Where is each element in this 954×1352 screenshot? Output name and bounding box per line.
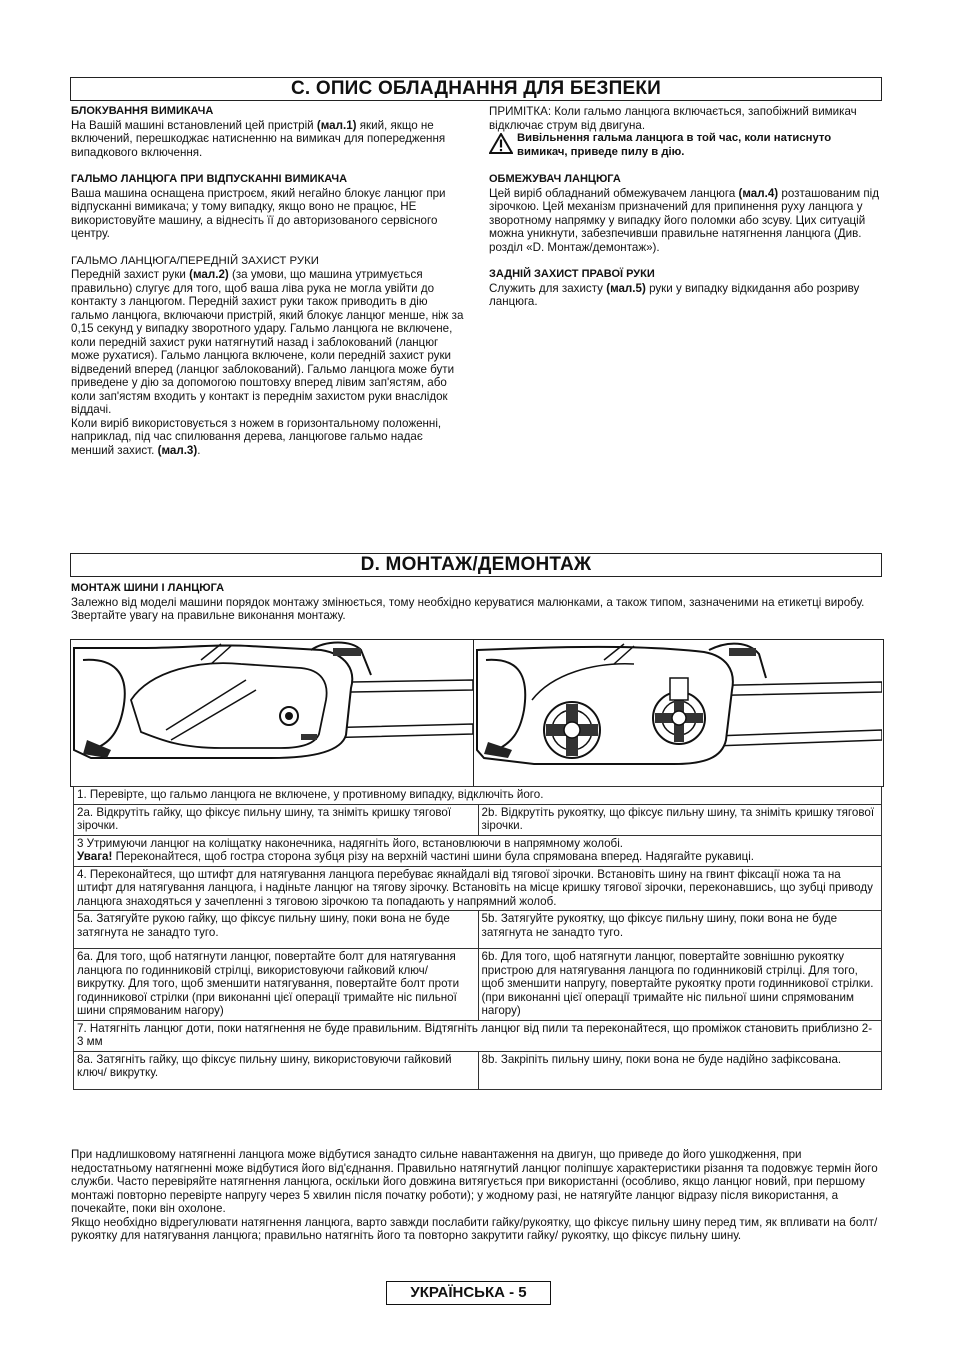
- assembly-figures: [70, 639, 884, 787]
- table-row: [74, 1020, 882, 1051]
- release-brake-heading: ГАЛЬМО ЛАНЦЮГА ПРИ ВІДПУСКАННІ ВИМИКАЧА: [71, 173, 348, 185]
- step-1: 1. Перевірте, що гальмо ланцюга не включене, у противному випадку, відключіть його.: [74, 787, 882, 805]
- step-8a: 8a. Затягніть гайку, що фіксує пильну шину, використовуючи гайковий ключ/ викрутку.: [74, 1051, 479, 1089]
- warning-block: [489, 132, 879, 159]
- tension-paragraph-1: При надлишковому натягненні ланцюга може відбутися занадто сильне навантаження на двигун, що приведе до його ушкодження, при недостатньому натягненні може відбутися його від'єднання. Правильно натягнутий ланцюг поліпшує характеристики різання та подовжує термін його служби. Часто перевіряйте натягнення ланцюга, оскільки його довжина витягується при використанні (особливо, якщо ланцюг новий, при першому монтажі повторно перевірте напругу через 5 хвилин після початку роботи); у жодному разі, не натягуйте ланцюг відразу після використання, а почекайте, поки він охолоне.: [71, 1148, 878, 1215]
- warning-text: Вивільнення гальма ланцюга в той час, коли натиснуто вимикач, приведе пилу в дію.: [517, 132, 832, 158]
- table-row: [74, 1051, 882, 1089]
- release-brake-text: Ваша машина оснащена пристроєм, який негайно блокує ланцюг при відпусканні вимикача; у тому випадку, якщо воно не працює, НЕ використовуйте машину, а віднесіть її до авторизованого сервісного центру.: [71, 186, 446, 240]
- step-5a: 5a. Затягуйте рукою гайку, що фіксує пильну шину, поки вона не буде затягнута не занадто туго.: [74, 911, 479, 949]
- mounting-intro-text: Залежно від моделі машини порядок монтажу змінюється, тому необхідно керуватися малюнками, а також типом, зазначеними на етикетці виробу. Звертайте увагу на правильне виконання монтажу.: [71, 595, 865, 622]
- table-row: [74, 787, 882, 805]
- rear-guard-text: Служить для захисту (мал.5) руки у випадку відкидання або розриву ланцюга.: [489, 281, 860, 308]
- step-7: 7. Натягніть ланцюг доти, поки натягнення не буде правильним. Відтягніть ланцюг від пили та переконайтеся, що проміжок становить приблизно 2-3 мм: [74, 1020, 882, 1051]
- fig-1-ref: (мал.1): [316, 118, 357, 132]
- table-row: [74, 804, 882, 835]
- step-4: 4. Переконайтеся, що штифт для натягування ланцюга перебуває якнайдалі від тягової зірочки. Встановіть шину на гвинт фіксації ножа та на штифт для натягування ланцюга, і надіньте ланцюг на тягову зірочку. Встановіть на місце кришку тягової зірочки, переконавшись, що зубці приводу ланцюга знаходяться у зачепленні з тяговою зірочкою та попадають у напрямний жолоб.: [74, 866, 882, 911]
- table-row: [74, 866, 882, 911]
- fig-3-ref: (мал.3): [157, 443, 198, 457]
- table-row: [74, 949, 882, 1021]
- chain-catcher-heading: ОБМЕЖУВАЧ ЛАНЦЮГА: [489, 173, 621, 185]
- chain-catcher-text: Цей виріб обладнаний обмежувачем ланцюга (мал.4) розташованим під зірочкою. Цей механізм призначений для припинення руху ланцюга у зворотному напрямку у випадку його поломки або зсуву. Цих ситуацій можна уникнути, забезпечивши правильне натягнення ланцюга (Див. розділ «D. Монтаж/демонтаж»).: [489, 186, 880, 254]
- fig-4-ref: (мал.4): [738, 186, 779, 200]
- section-c-right-column: [489, 105, 879, 309]
- chain-brake-heading: ГАЛЬМО ЛАНЦЮГА/ПЕРЕДНІЙ ЗАХИСТ РУКИ: [71, 254, 319, 267]
- switch-lock-heading: БЛОКУВАННЯ ВИМИКАЧА: [71, 105, 214, 117]
- table-row: [74, 911, 882, 949]
- tension-notes: [71, 1148, 883, 1243]
- step-5b: 5b. Затягуйте рукоятку, що фіксує пильну шину, поки вона не буде затягнута не занадто туго.: [478, 911, 882, 949]
- step-6b: 6b. Для того, щоб натягнути ланцюг, повертайте зовнішню рукоятку пристрою для натягування ланцюга по годинниковій стрілці. Для того, щоб зменшити напругу, повертайте рукоятку проти годинникової стрілки. (при виконанні цієї операції тримайте ніс пильної шини спрямованим нагору): [478, 949, 882, 1021]
- chain-brake-horizontal-text: Коли виріб використовується з ножем в горизонтальному положенні, наприклад, під час спилювання дерева, ланцюгове гальмо надає менший захист. (мал.3).: [71, 416, 442, 457]
- step-8b: 8b. Закріпіть пильну шину, поки вона не буде надійно зафіксована.: [478, 1051, 882, 1089]
- step-6a: 6a. Для того, щоб натягнути ланцюг, повертайте болт для натягування ланцюга по годинниковій стрілці, використовуючи гайковий ключ/ викрутку. Для того, щоб зменшити натягування, повертайте болт проти годинникової стрілки (при виконанні цієї операції тримайте ніс пильної шини спрямованим нагору): [74, 949, 479, 1021]
- warning-triangle-icon: [489, 133, 513, 154]
- assembly-steps-table: [73, 786, 882, 1090]
- section-c-left-column: [71, 105, 466, 457]
- rear-guard-heading: ЗАДНІЙ ЗАХИСТ ПРАВОЇ РУКИ: [489, 268, 655, 280]
- fig-2-ref: (мал.2): [189, 268, 229, 281]
- step-2a: 2a. Відкрутіть гайку, що фіксує пильну шину, та зніміть кришку тягової зірочки.: [74, 804, 479, 835]
- step-3: 3 Утримуючи ланцюг на коліщатку наконечника, надягніть його, встановлюючи в напрямному жолобі. Увага! Переконайтеся, щоб гостра сторона зубця різу на верхній частині шини була спрямована вперед. Надягайте рукавиці.: [74, 835, 882, 866]
- switch-lock-text: На Вашій машині встановлений цей пристрій (мал.1) який, якщо не включений, перешкоджає натисненню на вимикач для попередження випадкового включення.: [71, 118, 446, 159]
- figure-knob-version: [474, 640, 882, 786]
- page-footer: УКРАЇНСЬКА - 5: [386, 1281, 551, 1305]
- step-2b: 2b. Відкрутіть рукоятку, що фіксує пильну шину, та зніміть кришку тягової зірочки.: [478, 804, 882, 835]
- section-c-title: C. ОПИС ОБЛАДНАННЯ ДЛЯ БЕЗПЕКИ: [70, 77, 882, 101]
- mounting-heading: МОНТАЖ ШИНИ І ЛАНЦЮГА: [71, 582, 225, 594]
- figure-nut-version: [71, 640, 473, 786]
- note-text: ПРИМІТКА: Коли гальмо ланцюга включається, запобіжний вимикач відключає струм від двигуна.: [489, 105, 857, 132]
- tension-paragraph-2: Якщо необхідно відрегулювати натягнення ланцюга, варто завжди послабити гайку/рукоятку, що фіксує пильну шину перед тим, як впливати на болт/ рукоятку для натягування ланцюга; правильно натягніть його та повторно закрутити гайку/ рукоятку, що фіксує пильну шину.: [71, 1215, 878, 1242]
- chain-brake-text: Передній захист руки (мал.2) (за умови, що машина утримується правильно) слугує для того, щоб ваша ліва рука не могла увійти до контакту з ланцюгом. Передній захист руки також приводить в дію гальмо ланцюга, включаючи пристрій, який блокує ланцюг менше, ніж за 0,15 секунд у випадку зворотного удару. Гальмо ланцюга не включене, коли передній захист руки натягнутий назад і заблокований (ланцюг може рухатися). Гальмо ланцюга включене, коли передній захист руки відведений вперед (ланцюг заблокований). Гальмо ланцюга може бути приведене у дію за допомогою поштовху вперед лівим зап'ястям, або коли зап'ястям входить у контакт із переднім захистом руки внаслідок віддачі.: [71, 268, 464, 416]
- mounting-intro: [71, 582, 881, 623]
- section-d-title: D. МОНТАЖ/ДЕМОНТАЖ: [70, 553, 882, 577]
- table-row: [74, 835, 882, 866]
- fig-5-ref: (мал.5): [606, 281, 646, 295]
- step-3-warning-label: Увага!: [77, 850, 113, 863]
